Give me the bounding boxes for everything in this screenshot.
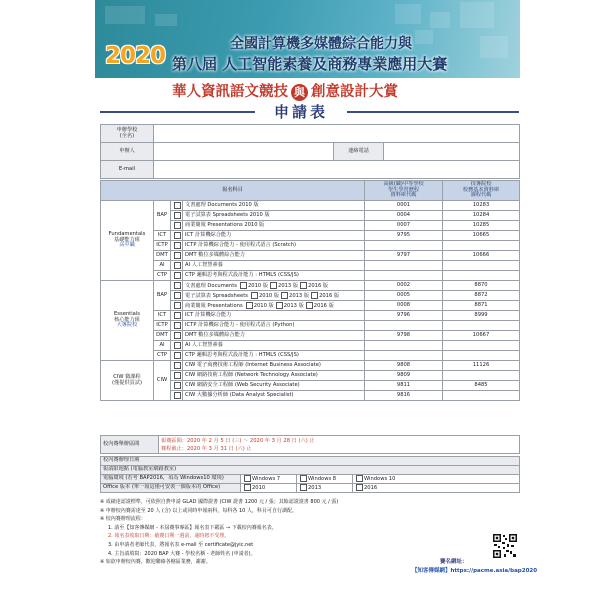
hs-code <box>365 261 443 271</box>
hs-code <box>365 241 443 251</box>
email-field[interactable] <box>154 161 520 179</box>
version-label: 2013 版 <box>289 292 310 299</box>
table-row <box>101 341 520 351</box>
subject-name <box>183 211 365 221</box>
table-row <box>101 271 520 281</box>
category-cell: AI <box>154 341 171 351</box>
version-label: 2010 版 <box>247 282 269 289</box>
hs-code: 9808 <box>365 361 443 371</box>
subject-name: CIW 網路安全工程師 (Web Security Associate) <box>183 381 365 391</box>
hs-code <box>365 321 443 331</box>
col-subject-header: 報名科目 <box>101 181 365 201</box>
uni-code: 8485 <box>443 381 520 391</box>
subject-name <box>183 331 365 341</box>
hs-code: 9796 <box>365 311 443 321</box>
subject-name-text: CTP 邏輯思考與程式設計能力 : HTML5 (CSS/JS) <box>185 271 299 278</box>
contact-field[interactable] <box>154 143 334 161</box>
checkbox-icon[interactable] <box>174 372 181 379</box>
subtitle <box>172 80 398 101</box>
version-checkbox-icon[interactable] <box>306 302 313 309</box>
checkbox-icon[interactable] <box>174 212 181 219</box>
subject-name-text: AI 人工智慧素養 <box>185 261 223 268</box>
qr-code-icon[interactable] <box>492 533 518 559</box>
site-url[interactable]: 【知客傳媒網】https://pacme.asia/bap2020 <box>412 568 538 574</box>
title-line1: 全國計算機多媒體綜合能力與 <box>230 36 412 52</box>
schedule-table <box>100 435 520 454</box>
subject-name-text: 商業簡報 Presentations <box>185 302 243 309</box>
uni-code: 10667 <box>443 331 520 341</box>
category-cell: DMT <box>154 331 171 341</box>
hs-code <box>365 341 443 351</box>
hs-code: 0007 <box>365 221 443 231</box>
checkbox-icon[interactable] <box>244 484 251 491</box>
hs-code: 9798 <box>365 331 443 341</box>
uni-code: 10283 <box>443 201 520 211</box>
period-reg: 報賽區間：2020 年 2 月 5 日 (三) ～ 2020 年 3 月 28 日 (六) 止 <box>161 437 315 444</box>
hs-code: 9816 <box>365 391 443 401</box>
subject-name-text: 電子試算表 Spreadsheets <box>185 292 248 299</box>
year-logo: 2020 <box>105 43 166 69</box>
version-label: 2016 版 <box>308 282 329 289</box>
date-label: 校內賽辦理日期 <box>101 457 520 466</box>
version-label: 2010 版 <box>253 302 274 309</box>
subject-name <box>183 321 365 331</box>
room-label: 報請限地點 (電腦教室網路教室) <box>101 466 520 475</box>
version-checkbox-icon[interactable] <box>281 292 288 299</box>
hs-code: 9809 <box>365 371 443 381</box>
select-cell[interactable] <box>171 381 183 391</box>
checkbox-icon[interactable] <box>174 382 181 389</box>
os-option-0[interactable]: Windows 7 <box>241 475 297 484</box>
table-row <box>101 231 520 241</box>
checkbox-icon[interactable] <box>174 312 181 319</box>
category-cell: ICT <box>154 311 171 321</box>
checkbox-icon[interactable] <box>174 322 181 329</box>
hs-code: 0008 <box>365 301 443 311</box>
school-field[interactable] <box>154 125 520 143</box>
select-cell[interactable] <box>171 321 183 331</box>
checkbox-icon[interactable] <box>174 242 181 249</box>
subject-name <box>183 351 365 361</box>
select-cell[interactable] <box>171 361 183 371</box>
phone-label: 連絡電話 <box>334 143 384 161</box>
group1-group-sub: 高中職 <box>119 242 135 249</box>
uni-code <box>443 341 520 351</box>
checkbox-icon[interactable] <box>244 475 251 482</box>
note-line: ※ 成績達認證標準，可依照自費申請 GLAD 國際證書 (CIW 證書 1200 元 / 張；其餘認證證書 800 元 / 張) <box>100 499 339 505</box>
subject-name <box>183 301 365 311</box>
checkbox-icon[interactable] <box>300 475 307 482</box>
subject-name <box>183 341 365 351</box>
uni-code: 10284 <box>443 211 520 221</box>
col-uni-header: 技專院校 校務基本資料庫 課程代碼 <box>443 181 520 201</box>
note-line: 3. 由申請者老師代表，將報名表 e-mail 至 certificate@jyic.net <box>108 541 254 548</box>
subject-name <box>183 221 365 231</box>
select-cell[interactable] <box>171 251 183 261</box>
checkbox-icon[interactable] <box>174 282 181 289</box>
subject-name-text: 文書處理 Documents <box>185 282 237 289</box>
checkbox-icon[interactable] <box>174 222 181 229</box>
period-end: 賽程截止：2020 年 3 月 31 日 (六) 止 <box>161 445 252 452</box>
select-cell[interactable] <box>171 211 183 221</box>
extra-table <box>100 456 520 493</box>
version-checkbox-icon[interactable] <box>270 282 277 289</box>
uni-code <box>443 391 520 401</box>
phone-field[interactable] <box>384 143 520 161</box>
office-label: Office 版本 (單一報這僅可安裝一個版本的 Office) <box>101 484 241 493</box>
uni-code: 8871 <box>443 301 520 311</box>
note-line: ※ 申辦校內賽需達至 20 人 (含) 以上或同時申報兩科，每科各 10 人，科目可自行調配。 <box>100 507 297 514</box>
subject-name-text: 商業簡報 Presentations 2010 版 <box>185 221 265 228</box>
select-cell[interactable] <box>171 221 183 231</box>
version-checkbox-icon[interactable] <box>246 302 253 309</box>
category-cell: ICT <box>154 231 171 241</box>
select-cell[interactable] <box>171 231 183 241</box>
version-label: 2016 版 <box>313 302 334 309</box>
checkbox-icon[interactable] <box>174 302 181 309</box>
checkbox-icon[interactable] <box>174 232 181 239</box>
category-cell: ICTP <box>154 321 171 331</box>
office-option-1[interactable]: 2013 <box>297 484 353 493</box>
note-line: ※ 如欲申辦校內賽，歡迎聯絡各轄區業務，謝謝。 <box>100 559 211 566</box>
checkbox-icon[interactable] <box>356 484 363 491</box>
group2-group-title: Essentials 核心能力組 <box>114 310 140 323</box>
site-label: 賽名網址： <box>440 559 468 565</box>
table-row <box>101 251 520 261</box>
version-label: 2016 版 <box>319 292 340 299</box>
group1-group-title: Fundamentals 基礎能力組 <box>108 230 146 243</box>
subject-name <box>183 261 365 271</box>
checkbox-icon[interactable] <box>300 484 307 491</box>
subject-name <box>183 251 365 261</box>
uni-code: 8999 <box>443 311 520 321</box>
select-cell[interactable] <box>171 351 183 361</box>
version-checkbox-icon[interactable] <box>251 292 258 299</box>
table-row <box>101 361 520 371</box>
select-cell[interactable] <box>171 301 183 311</box>
hs-code: 9811 <box>365 381 443 391</box>
select-cell[interactable] <box>171 371 183 381</box>
subject-name <box>183 281 365 291</box>
group3-group-label: CIW 微課程 (僅提供買試) <box>101 361 154 401</box>
checkbox-icon[interactable] <box>356 475 363 482</box>
school-label: 申辦學校 (全名) <box>101 125 154 143</box>
office-option-0[interactable]: 2010 <box>241 484 297 493</box>
hs-code: 9795 <box>365 231 443 241</box>
uni-code <box>443 261 520 271</box>
subject-table <box>100 180 520 401</box>
table-row <box>101 321 520 331</box>
hs-code <box>365 351 443 361</box>
subject-name-text: AI 人工智慧素養 <box>185 341 223 348</box>
version-label: 2013 版 <box>283 302 304 309</box>
subject-name <box>183 271 365 281</box>
checkbox-icon[interactable] <box>174 272 181 279</box>
table-row <box>101 311 520 321</box>
uni-code <box>443 351 520 361</box>
uni-code: 10285 <box>443 221 520 231</box>
category-cell: ICTP <box>154 241 171 251</box>
select-cell[interactable] <box>171 311 183 321</box>
subject-name-text: ICT 計算機綜合能力 <box>185 231 232 238</box>
subtitle-right: 創意設計大賞 <box>311 84 398 100</box>
subject-name-text: DMT 數位多媒體綜合能力 <box>185 331 245 338</box>
version-checkbox-icon[interactable] <box>276 302 283 309</box>
hs-code: 0001 <box>365 201 443 211</box>
category-cell: CTP <box>154 271 171 281</box>
checkbox-icon[interactable] <box>174 392 181 399</box>
subject-name <box>183 241 365 251</box>
subject-name <box>183 201 365 211</box>
version-checkbox-icon[interactable] <box>240 282 247 289</box>
subject-name-text: ICTP 計算機綜合能力 - 使用程式語言 (Scratch) <box>185 241 297 248</box>
select-cell[interactable] <box>171 241 183 251</box>
subject-name-text: DMT 數位多媒體綜合能力 <box>185 251 245 258</box>
period-label: 校內賽舉辦區間 <box>101 436 159 454</box>
category-cell: CTP <box>154 351 171 361</box>
select-cell[interactable] <box>171 261 183 271</box>
select-cell[interactable] <box>171 291 183 301</box>
table-row <box>101 261 520 271</box>
select-cell[interactable] <box>171 341 183 351</box>
version-checkbox-icon[interactable] <box>300 282 307 289</box>
uni-code: 10666 <box>443 251 520 261</box>
uni-code <box>443 241 520 251</box>
select-cell[interactable] <box>171 391 183 401</box>
category-cell: BAP <box>154 281 171 311</box>
hs-code: 0005 <box>365 291 443 301</box>
select-cell[interactable] <box>171 331 183 341</box>
subject-name-text: CTP 邏輯思考與程式設計能力 : HTML5 (CSS/JS) <box>185 351 299 358</box>
checkbox-icon[interactable] <box>174 352 181 359</box>
info-table <box>100 124 520 179</box>
select-cell[interactable] <box>171 281 183 291</box>
category-cell: DMT <box>154 251 171 261</box>
contact-label: 申辦人 <box>101 143 154 161</box>
checkbox-icon[interactable] <box>174 342 181 349</box>
uni-code <box>443 371 520 381</box>
subject-name-text: 電子試算表 Spreadsheets 2010 版 <box>185 211 270 218</box>
uni-code: 8872 <box>443 291 520 301</box>
subject-name: CIW 電子商務技術工程師 (Internet Business Associate) <box>183 361 365 371</box>
checkbox-icon[interactable] <box>174 332 181 339</box>
subject-name: CIW 網路技術工程師 (Network Technology Associate) <box>183 371 365 381</box>
select-cell[interactable] <box>171 201 183 211</box>
checkbox-icon[interactable] <box>174 202 181 209</box>
title-line2: 第八屆 人工智能素養及商務專業應用大賽 <box>172 55 448 73</box>
select-cell[interactable] <box>171 271 183 281</box>
subtitle-left: 華人資訊語文競技 <box>172 84 288 100</box>
uni-code: 8870 <box>443 281 520 291</box>
subject-name-text: ICTP 計算機綜合能力 - 使用程式語言 (Python) <box>185 321 295 328</box>
group1-group-label <box>101 201 154 281</box>
form-title: 申請表 <box>255 101 347 122</box>
subject-name-text: 文書處理 Documents 2010 版 <box>185 201 259 208</box>
note-line: 1. 請至【知客傳媒網 - 本屆賽事專區】報名表下載區 → 下載校內賽報名表。 <box>108 524 277 531</box>
category-cell: CIW <box>154 361 171 401</box>
note-line: 2. 報名表收取日期：截賽日期一週前，逾時恕不受理。 <box>108 533 230 540</box>
category-cell: BAP <box>154 201 171 231</box>
subtitle-conj: 與 <box>291 84 308 101</box>
subject-name-text: ICT 計算機綜合能力 <box>185 311 232 318</box>
email-label: E-mail <box>101 161 154 179</box>
table-row <box>101 241 520 251</box>
hs-code <box>365 271 443 281</box>
group2-group-sub: 大專院校 <box>116 322 138 329</box>
os-option-1[interactable]: Windows 8 <box>297 475 353 484</box>
subject-name: CIW 大數據分析師 (Data Analyst Specialist) <box>183 391 365 401</box>
version-label: 2010 版 <box>258 292 280 299</box>
checkbox-icon[interactable] <box>174 262 181 269</box>
note-line: 4. 主旨請填寫：2020 BAP 大賽 - 學校名稱 - 老師姓名 (申請者)。 <box>108 550 256 557</box>
version-label: 2013 版 <box>278 282 299 289</box>
subject-name <box>183 291 365 301</box>
uni-code <box>443 271 520 281</box>
table-row <box>101 331 520 341</box>
checkbox-icon[interactable] <box>174 292 181 299</box>
hs-code: 9797 <box>365 251 443 261</box>
hs-code: 0002 <box>365 281 443 291</box>
subject-name <box>183 231 365 241</box>
table-row <box>101 201 520 211</box>
group2-group-label <box>101 281 154 361</box>
checkbox-icon[interactable] <box>174 362 181 369</box>
note-line: ※ 校內賽辦理流程： <box>100 516 146 523</box>
subject-name <box>183 311 365 321</box>
version-checkbox-icon[interactable] <box>311 292 318 299</box>
os-option-2[interactable]: Windows 10 <box>353 475 520 484</box>
uni-code <box>443 321 520 331</box>
hs-code: 0004 <box>365 211 443 221</box>
checkbox-icon[interactable] <box>174 252 181 259</box>
uni-code: 11126 <box>443 361 520 371</box>
table-row <box>101 351 520 361</box>
category-cell: AI <box>154 261 171 271</box>
env-label: 電腦環境 (若考 BAP2016，須為 Windows10 環境) <box>101 475 241 484</box>
office-option-2[interactable]: 2016 <box>353 484 520 493</box>
uni-code: 10665 <box>443 231 520 241</box>
col-hs-header: 高級(職)中等學校 學生學習歷程 資料庫代碼 <box>365 181 443 201</box>
table-row <box>101 281 520 291</box>
